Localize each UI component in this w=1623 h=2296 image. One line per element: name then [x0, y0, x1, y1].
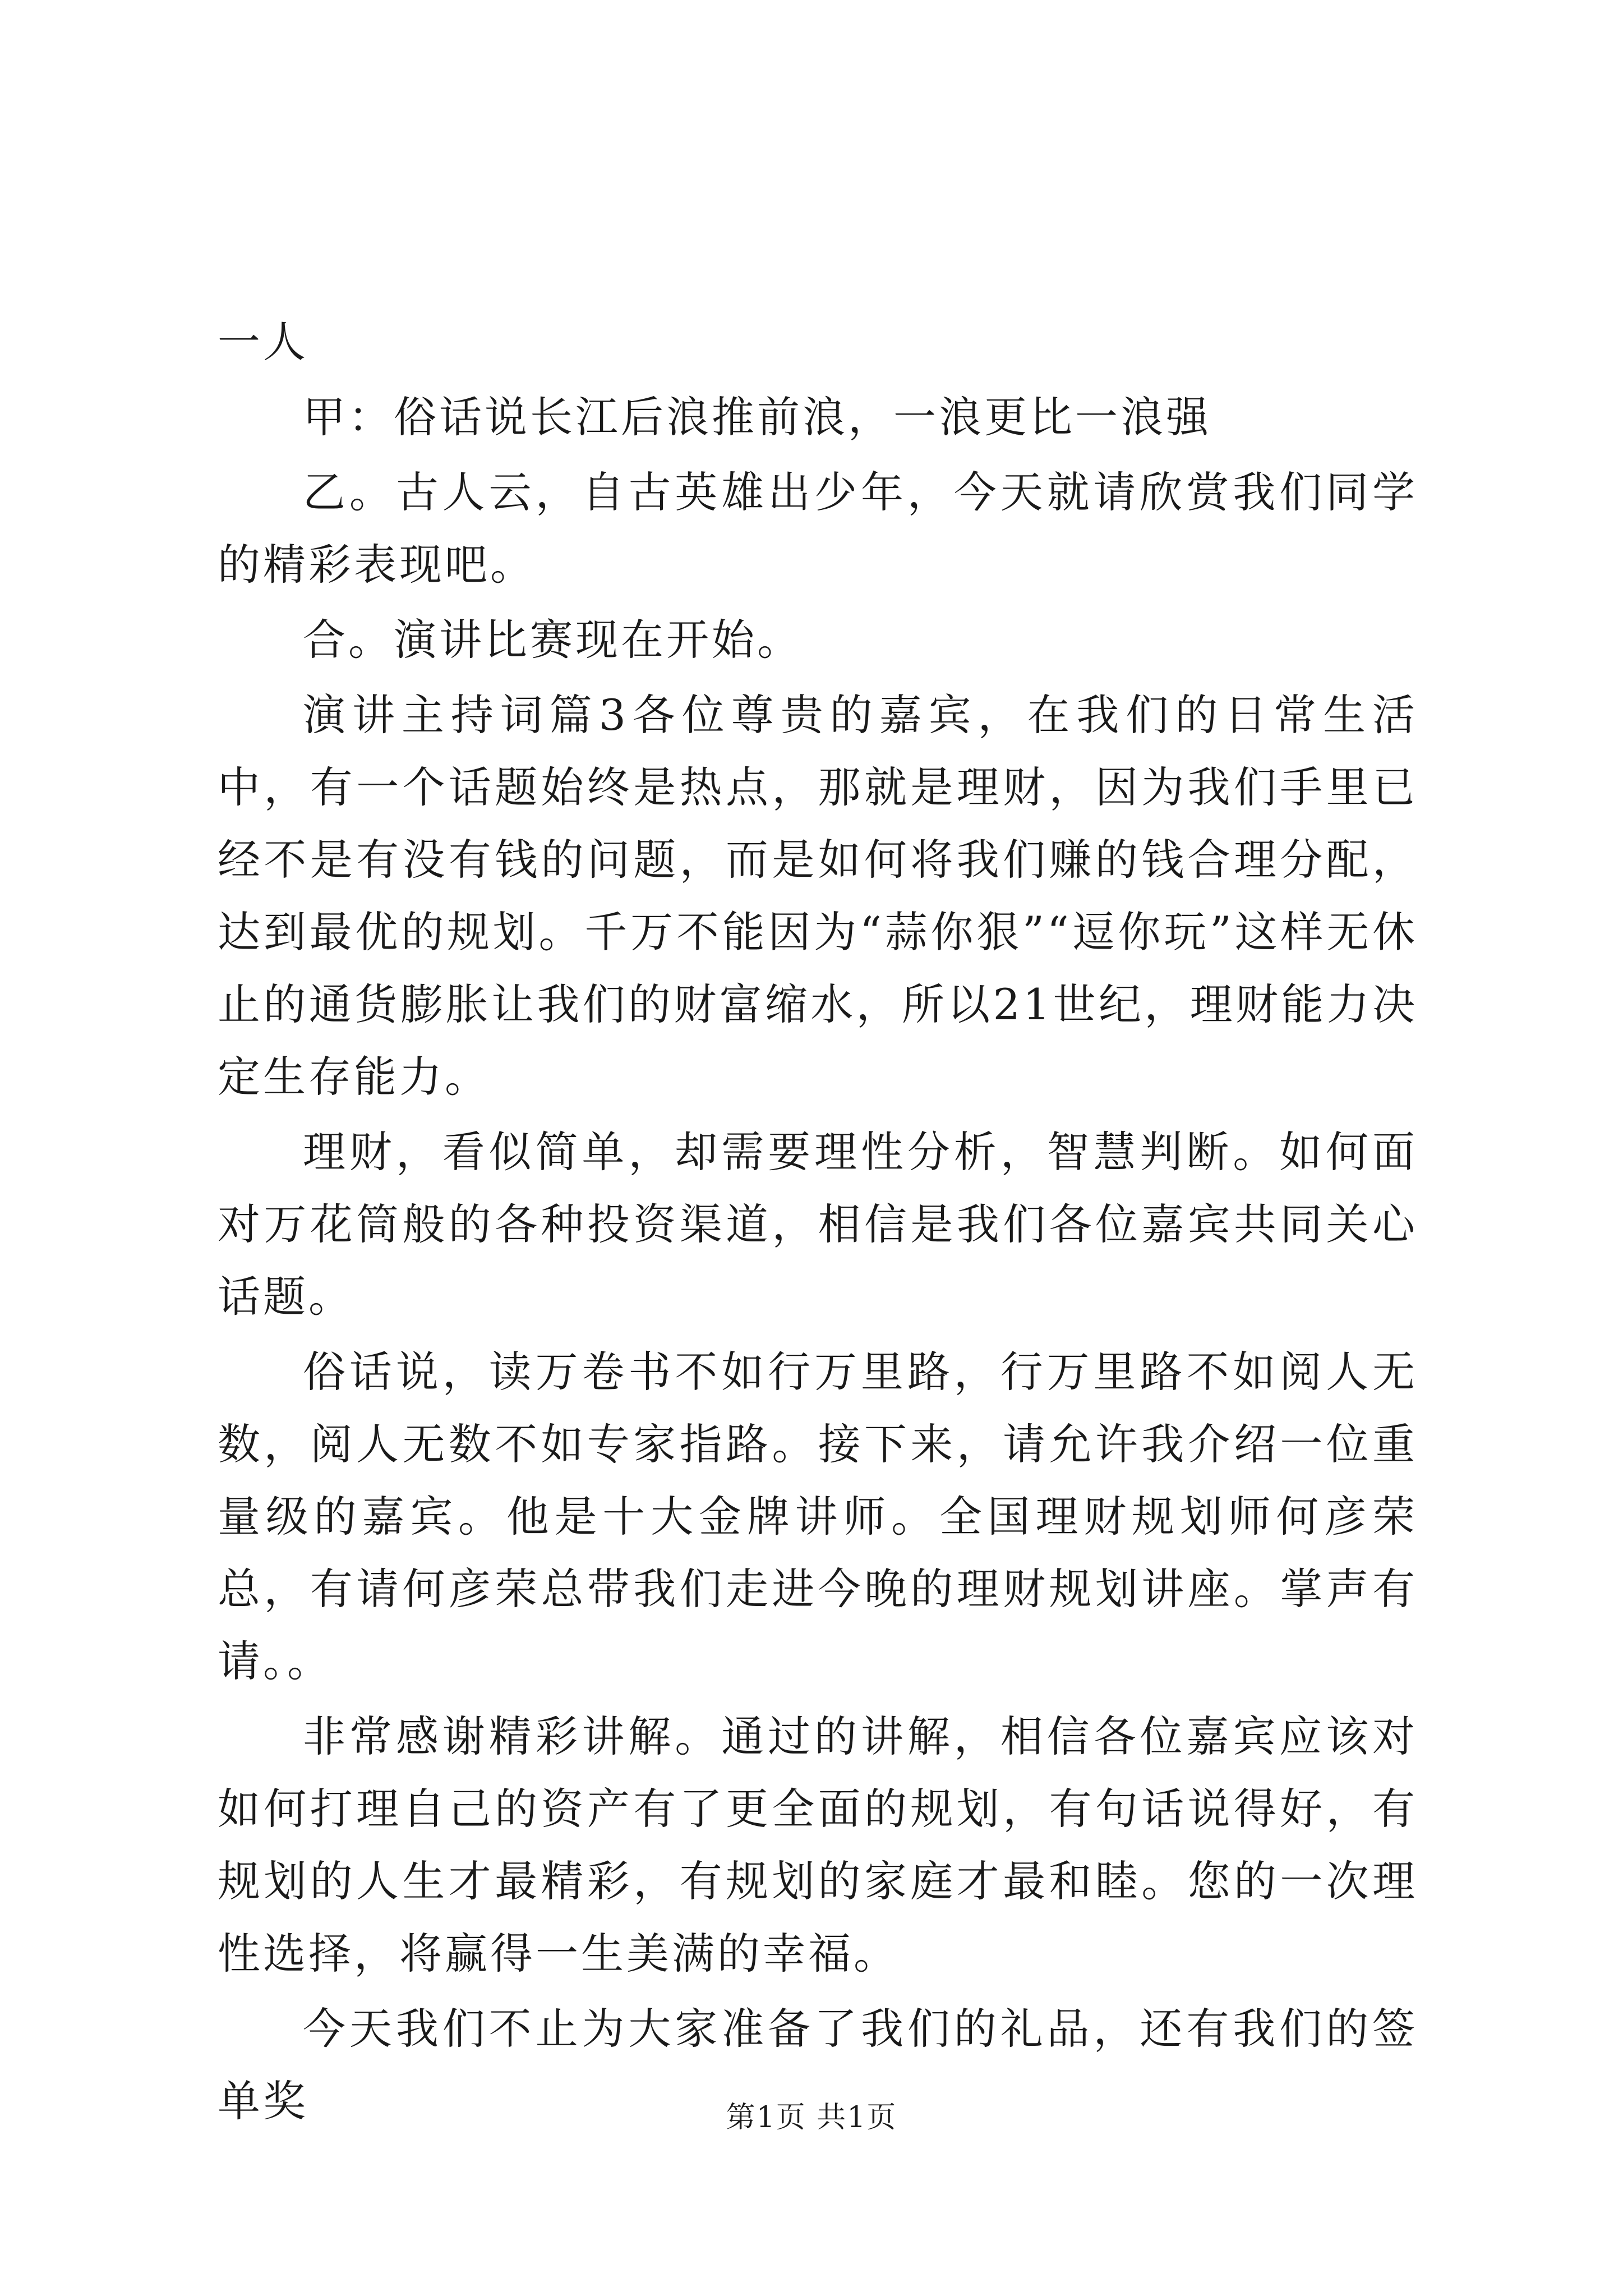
- paragraph-4: 合。演讲比赛现在开始。: [303, 615, 803, 665]
- paragraph-7: 俗话说，读万卷书不如行万里路，行万里路不如阅人无数，阅人无数不如专家指路。接下来，请允许我介绍一位重量级的嘉宾。他是十大金牌讲师。全国理财规划师何彦荣总，有请何彦荣总带我们走进今晚的理财规划讲座。掌声有请。。: [218, 1347, 1418, 1686]
- paragraph-8: 非常感谢精彩讲解。通过的讲解，相信各位嘉宾应该对如何打理自己的资产有了更全面的规划，有句话说得好，有规划的人生才最精彩，有规划的家庭才最和睦。您的一次理性选择，将赢得一生美满的幸福。: [218, 1711, 1418, 1978]
- paragraph-2: 甲：俗话说长江后浪推前浪，一浪更比一浪强: [303, 392, 1211, 442]
- paragraph-9: 今天我们不止为大家准备了我们的礼品，还有我们的签单奖: [218, 2004, 1418, 2126]
- page-footer: 第1页 共1页: [726, 2101, 897, 2134]
- paragraph-5: 演讲主持词篇3各位尊贵的嘉宾，在我们的日常生活中，有一个话题始终是热点，那就是理财，因为我们手里已经不是有没有钱的问题，而是如何将我们赚的钱合理分配，达到最优的规划。千万不能因为“蒜你狠”“逗你玩”这样无休止的通货膨胀让我们的财富缩水，所以21世纪，理财能力决定生存能力。: [218, 690, 1418, 1102]
- paragraph-3: 乙。古人云，自古英雄出少年，今天就请欣赏我们同学的精彩表现吧。: [218, 467, 1418, 590]
- paragraph-6: 理财，看似简单，却需要理性分析，智慧判断。如何面对万花筒般的各种投资渠道，相信是我们各位嘉宾共同关心话题。: [218, 1127, 1418, 1322]
- paragraph-1: 一人: [218, 317, 308, 367]
- document-body: [218, 306, 1418, 2140]
